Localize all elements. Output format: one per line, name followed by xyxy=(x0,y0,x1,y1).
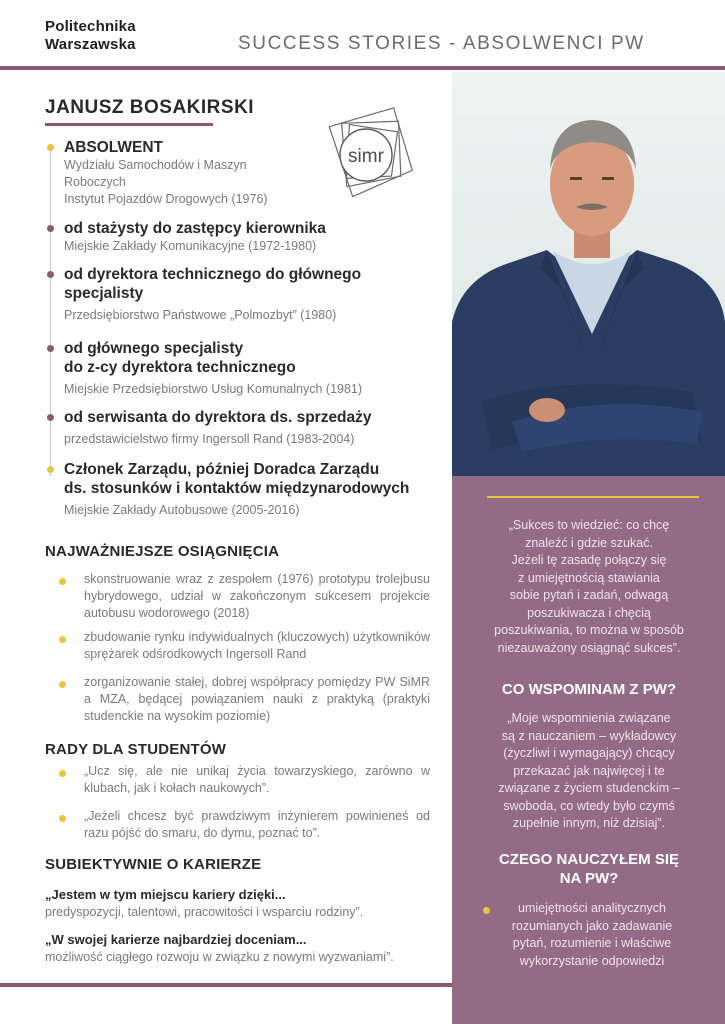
learned-heading-line: CZEGO NAUCZYŁEM SIĘ xyxy=(498,851,679,868)
timeline-entry-2 xyxy=(64,219,444,255)
timeline-entry-detail: Instytut Pojazdów Drogowych (1976) xyxy=(64,192,268,206)
timeline-entry-detail: Miejskie Przedsiębiorstwo Usług Komunalnych (1981) xyxy=(64,382,363,396)
learned-item xyxy=(490,900,694,970)
timeline-dot xyxy=(47,345,54,352)
timeline-dot xyxy=(47,466,54,473)
learned-item-line: pytań, rozumienie i właściwe xyxy=(512,936,672,950)
learned-item-line: umiejętności analitycznych xyxy=(518,901,666,915)
career-quote-lead: „Jestem w tym miejscu kariery dzięki... xyxy=(45,887,286,902)
achievement-item: skonstruowanie wraz z zespołem (1976) prototypu trolejbusu hybrydowego, udział w zakończonym sukcesem projekcie autobusu wodorowego (2018) xyxy=(84,572,430,620)
memories-quote-line: zupełnie innym, niż dzisiaj”. xyxy=(512,816,666,830)
advice-item: „Ucz się, ale nie unikaj życia towarzyskiego, zarówno w klubach, jak i kołach naukowych”. xyxy=(84,764,430,795)
timeline-dot xyxy=(47,144,54,151)
timeline-entry-title: Członek Zarządu, później Doradca Zarządu xyxy=(64,461,380,478)
learned-heading xyxy=(462,850,716,888)
achievement-item: zbudowanie rynku indywidualnych (kluczowych) użytkowników sprężarek odśrodkowych Ingersoll Rand xyxy=(84,630,430,661)
motto-quote-line: poszukiwacza i chęcią xyxy=(527,605,651,620)
learned-item-line: wykorzystanie odpowiedzi xyxy=(519,953,665,968)
simr-logo-text: simr xyxy=(348,146,384,167)
learned-item-line: rozumianych jako zadawanie xyxy=(511,918,673,933)
memories-quote xyxy=(462,710,716,833)
person-name: JANUSZ BOSAKIRSKI xyxy=(45,97,255,118)
timeline-entry-detail: przedstawicielstwo firmy Ingersoll Rand (1983-2004) xyxy=(64,432,355,446)
timeline-entry-title: specjalisty xyxy=(64,285,144,302)
timeline-entry-1 xyxy=(64,138,344,208)
motto-quote-line: Jeżeli tę zasadę połączy się xyxy=(511,553,667,567)
logo-line-1: Politechnika xyxy=(45,18,136,35)
motto-quote xyxy=(462,517,716,657)
timeline-entry-title: do z-cy dyrektora technicznego xyxy=(64,359,296,376)
advice-heading: RADY DLA STUDENTÓW xyxy=(45,741,227,758)
memories-quote-line: związane z życiem studenckim – xyxy=(498,781,680,795)
timeline-entry-title: ds. stosunków i kontaktów międzynarodowych xyxy=(64,480,410,497)
timeline-dot xyxy=(47,271,54,278)
career-quote-text: predyspozycji, talentowi, pracowitości i wsparciu rodziny”. xyxy=(45,905,364,919)
page-header-title: SUCCESS STORIES - ABSOLWENCI PW xyxy=(238,33,645,54)
motto-quote-line: „Sukces to wiedzieć: co chcę xyxy=(508,518,670,532)
memories-quote-line: (życzliwi i wymagający) chcący xyxy=(503,746,675,760)
timeline-entry-title: od stażysty do zastępcy kierownika xyxy=(64,220,326,237)
portrait-illustration xyxy=(452,72,725,476)
memories-quote-line: przekazać jak najwięcej i te xyxy=(513,763,665,778)
timeline-entry-detail: Przedsiębiorstwo Państwowe „Polmozbyt” (1980) xyxy=(64,308,337,322)
timeline-entry-3 xyxy=(64,265,444,324)
timeline-entry-title: ABSOLWENT xyxy=(64,139,164,156)
timeline-entry-detail: Wydziału Samochodów i Maszyn xyxy=(64,158,247,172)
memories-quote-line: swoboda, co wtedy było czymś xyxy=(503,798,675,813)
timeline-dot xyxy=(47,225,54,232)
achievement-item: zorganizowanie stałej, dobrej współpracy pomiędzy PW SiMR a MZA, będącej powiązaniem nauki z praktyką (praktyki studenckie na wysokim poziomie) xyxy=(84,675,430,723)
motto-quote-line: znaleźć i gdzie szukać. xyxy=(525,535,653,550)
timeline-entry-detail: Roboczych xyxy=(64,175,126,189)
bullet-dot xyxy=(59,578,66,585)
timeline-line xyxy=(50,146,51,476)
memories-heading: CO WSPOMINAM Z PW? xyxy=(501,681,677,698)
panel-accent-line xyxy=(487,496,699,498)
bullet-dot xyxy=(59,636,66,643)
career-quote-lead: „W swojej karierze najbardziej doceniam... xyxy=(45,932,307,947)
motto-quote-line: z umiejętnością stawiania xyxy=(518,570,660,585)
learned-heading-line: NA PW? xyxy=(559,870,619,887)
timeline-dot xyxy=(47,414,54,421)
motto-quote-line: sobie pytań i zadań, odwagą xyxy=(509,588,669,602)
timeline-entry-title: od dyrektora technicznego do głównego xyxy=(64,266,362,283)
bullet-dot xyxy=(483,907,490,914)
bullet-dot xyxy=(59,681,66,688)
career-heading: SUBIEKTYWNIE O KARIERZE xyxy=(45,856,262,873)
timeline-entry-title: od serwisanta do dyrektora ds. sprzedaży xyxy=(64,409,372,426)
bullet-dot xyxy=(59,770,66,777)
motto-quote-line: poszukiwania, to można w sposób xyxy=(494,623,684,637)
header-divider xyxy=(0,66,725,70)
timeline-entry-4 xyxy=(64,339,444,398)
timeline-entry-title: od głównego specjalisty xyxy=(64,340,244,357)
memories-quote-line: są z nauczaniem – wykładowcy xyxy=(501,728,677,743)
timeline-entry-detail: Miejskie Zakłady Autobusowe (2005-2016) xyxy=(64,503,300,517)
university-logo xyxy=(45,18,136,54)
timeline-entry-6 xyxy=(64,460,449,519)
timeline-entry-5 xyxy=(64,408,444,448)
bullet-dot xyxy=(59,815,66,822)
name-underline xyxy=(45,123,213,126)
timeline-entry-detail: Miejskie Zakłady Komunikacyjne (1972-1980) xyxy=(64,239,317,253)
advice-item: „Jeżeli chcesz być prawdziwym inżynierem powinieneś od razu pójść do smaru, do dymu, poznać to”. xyxy=(84,809,430,840)
memories-quote-line: „Moje wspomnienia związane xyxy=(507,711,671,725)
logo-line-2: Warszawska xyxy=(45,36,136,53)
motto-quote-line: niezauważony osiągnąć sukces”. xyxy=(497,640,681,655)
footer-divider xyxy=(0,983,452,987)
career-quote-text: możliwość ciągłego rozwoju w związku z nowymi wyzwaniami”. xyxy=(45,950,394,964)
achievements-heading: NAJWAŻNIEJSZE OSIĄGNIĘCIA xyxy=(45,543,280,560)
portrait-photo xyxy=(452,72,725,476)
